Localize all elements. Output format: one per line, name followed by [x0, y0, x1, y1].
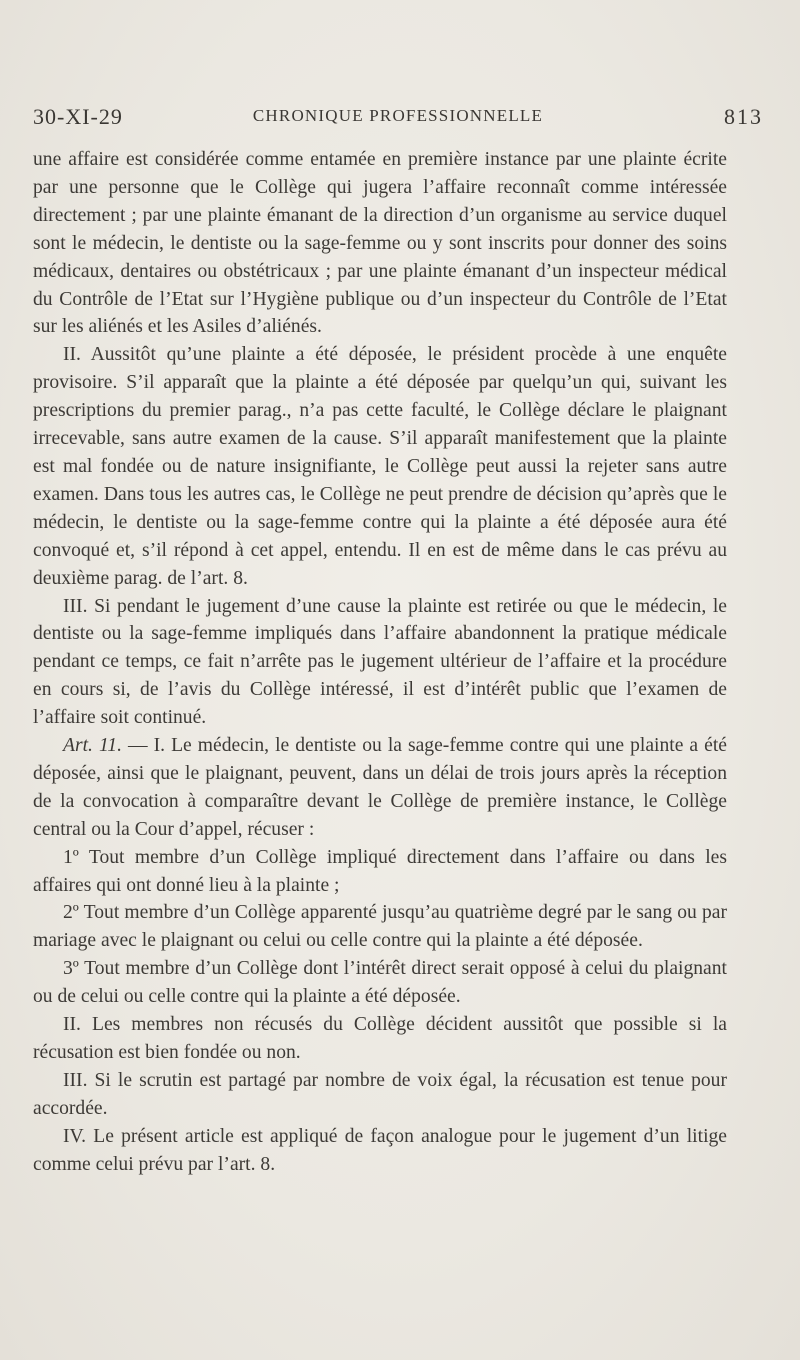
- paragraph-article-11: [33, 732, 727, 844]
- paragraph-item-1: 1º Tout membre d’un Collège impliqué directement dans l’affaire ou dans les affaires qui ont donné lieu à la plainte ;: [33, 846, 727, 896]
- paragraph-art11-iv: IV. Le présent article est appliqué de façon analogue pour le jugement d’un litige comme celui prévu par l’art. 8.: [33, 1125, 727, 1175]
- running-header: [33, 104, 763, 134]
- paragraph-ii: II. Aussitôt qu’une plainte a été déposée, le président procède à une enquête provisoire. S’il apparaît que la plainte a été déposée par quelqu’un qui, suivant les prescriptions du premier parag., n’a pas cette faculté, le Collège déclare le plaignant irrecevable, sans autre examen de la cause. S’il apparaît manifestement que la plainte est mal fondée ou de nature insignifiante, le Collège peut aussi la rejeter sans autre examen. Dans tous les autres cas, le Collège ne peut prendre de décision qu’après que le médecin, le dentiste ou la sage-femme contre qui la plainte a été déposée aura été convoqué et, s’il répond à cet appel, entendu. Il en est de même dans le cas prévu au deuxième parag. de l’art. 8.: [33, 344, 727, 589]
- paragraph-art11-iii: III. Si le scrutin est partagé par nombre de voix égal, la récusation est tenue pour accordée.: [33, 1069, 727, 1119]
- header-date: 30-XI-29: [33, 104, 123, 129]
- paragraph-item-3: 3º Tout membre d’un Collège dont l’intérêt direct serait opposé à celui du plaignant ou de celui ou celle contre qui la plainte a été déposée.: [33, 958, 727, 1008]
- paragraph-continuation: une affaire est considérée comme entamée en première instance par une plainte écrite par une personne que le Collège qui jugera l’affaire reconnaît comme intéressée directement ; par une plainte émanant de la direction d’un organisme au service duquel sont le médecin, le dentiste ou la sage-femme ou y sont inscrits pour donner des soins médicaux, dentaires ou obstétricaux ; par une plainte émanant d’un inspecteur médical du Contrôle de l’Etat sur l’Hygiène publique ou d’un inspecteur du Contrôle de l’Etat sur les aliénés et les Asiles d’aliénés.: [33, 149, 727, 338]
- paragraph-item-2: 2º Tout membre d’un Collège apparenté jusqu’au quatrième degré par le sang ou par mariage avec le plaignant ou celui ou celle contre qui la plainte a été déposée.: [33, 902, 727, 952]
- body-text: [33, 146, 727, 1179]
- article-label: Art. 11.: [63, 735, 122, 757]
- paragraph-iii: III. Si pendant le jugement d’une cause la plainte est retirée ou que le médecin, le dentiste ou la sage-femme impliqués dans l’affaire abandonnent la pratique médicale pendant ce temps, ce fait n’arrête pas le jugement ultérieur de l’affaire et la procédure en cours si, de l’avis du Collège intéressé, il est d’intérêt public que l’examen de l’affaire soit continué.: [33, 595, 727, 729]
- page-number: 813: [724, 104, 763, 129]
- article-11-text: — I. Le médecin, le dentiste ou la sage-femme contre qui une plainte a été déposée, ainsi que le plaignant, peuvent, dans un délai de trois jours après la réception de la convocation à comparaître devant le Collège de première instance, le Collège central ou la Cour d’appel, récuser :: [33, 735, 727, 840]
- paragraph-art11-ii: II. Les membres non récusés du Collège décident aussitôt que possible si la récusation est bien fondée ou non.: [33, 1014, 727, 1063]
- header-title: CHRONIQUE PROFESSIONNELLE: [252, 106, 544, 125]
